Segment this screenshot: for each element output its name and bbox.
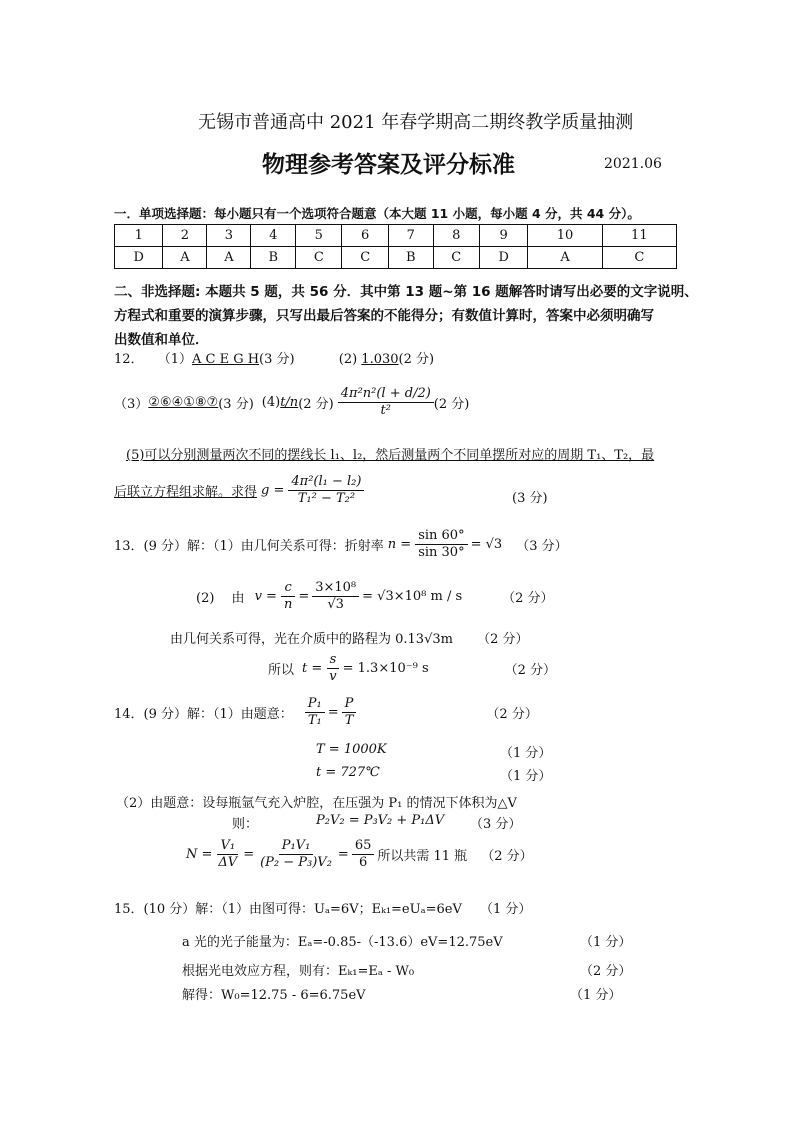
q12-p3-answer: ②⑥④①⑧⑦: [148, 395, 219, 410]
q13-n-formula: [415, 528, 467, 561]
q14-line1: [114, 696, 538, 729]
section2-heading-line1: 二、非选择题: 本题共 5 题，共 56 分．其中第 13 题~第 16 题解答时请写出必要的文字说明、: [114, 284, 698, 300]
q14-f1: [305, 696, 325, 729]
q13-v-result: = √3×10⁸ m / s: [362, 589, 463, 604]
table-cell: 1: [115, 225, 163, 247]
q14-T-result: T = 1000K: [316, 742, 387, 757]
q12-p1-score: (3 分): [259, 352, 295, 367]
q14-N-eq: N =: [186, 847, 213, 862]
q14-score1: （2 分）: [486, 707, 538, 722]
table-cell: D: [115, 247, 163, 269]
q15-score4: （1 分）: [570, 988, 622, 1003]
q14-f-eq: =: [327, 705, 339, 720]
formula-denominator: 6: [358, 855, 368, 870]
q12-p2-answer: 1.030: [361, 352, 399, 367]
q14-f2: [342, 696, 357, 729]
q13-v-formula1: [281, 580, 295, 613]
table-cell: 9: [479, 225, 527, 247]
formula-numerator: P₁: [305, 696, 325, 713]
table-cell: A: [207, 247, 251, 269]
formula-denominator: T: [344, 713, 354, 728]
table-cell: 10: [528, 225, 602, 247]
q14-t-result: t = 727℃: [316, 765, 380, 780]
exam-date: 2021.06: [604, 156, 662, 172]
q12-line2: [114, 386, 469, 419]
formula-numerator: 65: [352, 838, 375, 855]
q14-p2-text: （2）由题意：设每瓶氩气充入炉腔，在压强为 P₁ 的情况下体积为△V: [116, 796, 517, 811]
q12-p3-num: （3）: [114, 397, 149, 412]
q13-score1: （3 分）: [516, 539, 568, 554]
q12-p5-g: g =: [261, 483, 285, 498]
q13-path-text: 由几何关系可得，光在介质中的路程为 0.13√3m: [170, 632, 453, 647]
q13-v-eq2: =: [298, 589, 310, 604]
q13-v-formula2: [312, 580, 359, 613]
formula-numerator: 3×10⁸: [312, 580, 359, 597]
q13-line2: [196, 580, 554, 613]
table-cell: C: [602, 247, 676, 269]
q12-p5-formula: [288, 474, 364, 507]
q13-v-eq: v =: [254, 589, 277, 604]
q15-score1: （1 分）: [480, 902, 532, 917]
formula-denominator: (P₂ − P₃)V₂: [260, 855, 332, 870]
section1-heading: 一．单项选择题：每小题只有一个选项符合题意（本大题 11 小题，每小题 4 分，共 44 分）。: [114, 206, 640, 221]
q13-score4: （2 分）: [504, 663, 557, 678]
q14-N-text: 所以共需 11 瓶: [377, 849, 468, 864]
q13-score2: （2 分）: [502, 591, 554, 606]
q12-p1-num: （1）: [157, 352, 192, 367]
q14-N-eq2: =: [243, 847, 255, 862]
answer-table-answer-row: [115, 247, 677, 269]
answer-table: [114, 224, 677, 269]
q12-p2-score: (2 分): [398, 352, 435, 367]
q13-t-formula: [326, 652, 339, 685]
table-cell: 2: [163, 225, 207, 247]
formula-denominator: √3: [327, 597, 344, 612]
q15-score2: （1 分）: [580, 935, 632, 950]
q15-score3: （2 分）: [580, 964, 632, 979]
q12-p5-line1: (5)可以分别测量两次不同的摆线长 l₁、l₂，然后测量两个不同单摆所对应的周期 T₁、T₂，最: [126, 448, 655, 463]
q13-t-eq: t =: [302, 661, 323, 676]
formula-denominator: t²: [380, 403, 391, 418]
q14-intro: 14．(9 分）解：（1）由题意：: [114, 707, 293, 722]
page-subtitle: 物理参考答案及评分标准: [262, 152, 515, 178]
formula-denominator: sin 30°: [418, 545, 465, 560]
q12-p4-formula: [338, 386, 434, 419]
q14-N-eq3: =: [337, 847, 349, 862]
q14-N-f3: [352, 838, 375, 871]
page-title: 无锡市普通高中 2021 年春学期高二期终教学质量抽测: [198, 112, 634, 133]
table-cell: 7: [388, 225, 433, 247]
table-cell: 3: [207, 225, 251, 247]
table-cell: C: [342, 247, 388, 269]
table-cell: C: [296, 247, 342, 269]
q13-intro: 13．(9 分）解：（1）由几何关系可得：折射率: [114, 539, 384, 554]
table-cell: C: [433, 247, 479, 269]
q12-p4-answer: t/n: [280, 395, 299, 410]
table-cell: 8: [433, 225, 479, 247]
q15-line4: 解得：W₀=12.75 - 6=6.75eV: [182, 988, 366, 1003]
q13-t-pre: 所以: [268, 663, 295, 678]
q13-line1: [114, 528, 568, 561]
table-cell: B: [251, 247, 296, 269]
q13-n-eq: n =: [387, 537, 412, 552]
formula-numerator: 4π²n²(l + d/2): [338, 386, 434, 403]
formula-numerator: V₁: [217, 838, 238, 855]
q14-N-f2: [257, 838, 335, 871]
q12-label: 12．: [114, 352, 144, 367]
formula-denominator: ΔV: [218, 855, 238, 870]
table-cell: A: [528, 247, 602, 269]
formula-numerator: s: [327, 652, 340, 669]
q12-p5-line2: [114, 474, 364, 507]
q12-p4-score2: (2 分): [433, 397, 470, 412]
q12-p5-score: (3 分): [512, 491, 548, 506]
q12-p5-text: 后联立方程组求解。求得: [114, 485, 258, 500]
q15-line2: a 光的光子能量为：Eₐ=-0.85-（-13.6）eV=12.75eV: [182, 935, 503, 950]
q12-p4-score1: (2 分): [298, 397, 334, 412]
q12-p2-num: (2): [338, 352, 362, 367]
formula-numerator: c: [281, 580, 294, 597]
q14-line-N: [186, 838, 533, 871]
table-cell: 6: [342, 225, 388, 247]
table-cell: 5: [296, 225, 342, 247]
q13-score3: （2 分）: [477, 632, 529, 647]
q14-then: 则：: [232, 817, 259, 832]
q13-line3: [170, 628, 529, 647]
formula-numerator: P₁V₁: [279, 838, 314, 855]
q12-line1: [114, 348, 434, 367]
answer-table-number-row: [115, 225, 677, 247]
formula-denominator: v: [329, 669, 337, 684]
q14-eq-pv: P₂V₂ = P₃V₂ + P₁ΔV: [316, 813, 445, 828]
q14-score2: （1 分）: [500, 746, 552, 761]
section2-heading-line2: 方程式和重要的演算步骤，只写出最后答案的不能得分；有数值计算时，答案中必须明确写: [114, 308, 654, 324]
q15-line3: 根据光电效应方程，则有：Eₖ₁=Eₐ - W₀: [182, 964, 415, 979]
q14-N-f1: [215, 838, 240, 871]
q14-score4: （3 分）: [470, 817, 522, 832]
q12-p4-num: (4): [261, 395, 281, 410]
formula-numerator: P: [342, 696, 357, 713]
q12-p1-answer: A C E G H: [191, 352, 260, 367]
q15-line1: 15．(10 分）解：（1）由图可得：Uₐ=6V；Eₖ₁=eUₐ=6eV: [114, 902, 462, 917]
formula-numerator: 4π²(l₁ − l₂): [288, 474, 364, 491]
formula-denominator: T₁² − T₂²: [297, 491, 356, 506]
q14-score3: （1 分）: [500, 769, 552, 784]
table-cell: 4: [251, 225, 296, 247]
formula-numerator: sin 60°: [415, 528, 467, 545]
table-cell: 11: [602, 225, 676, 247]
table-cell: B: [388, 247, 433, 269]
table-cell: D: [479, 247, 527, 269]
q12-p3-score: (3 分): [218, 397, 254, 412]
table-cell: A: [163, 247, 207, 269]
section2-heading-line3: 出数值和单位．: [114, 332, 209, 348]
q13-n-result: = √3: [470, 537, 503, 552]
formula-denominator: T₁: [307, 713, 322, 728]
q13-p2-label: (2) 由: [196, 591, 245, 606]
q13-line4: [268, 652, 556, 685]
q14-score5: （2 分）: [481, 849, 533, 864]
q13-t-result: = 1.3×10⁻⁹ s: [342, 661, 429, 676]
formula-denominator: n: [283, 597, 293, 612]
